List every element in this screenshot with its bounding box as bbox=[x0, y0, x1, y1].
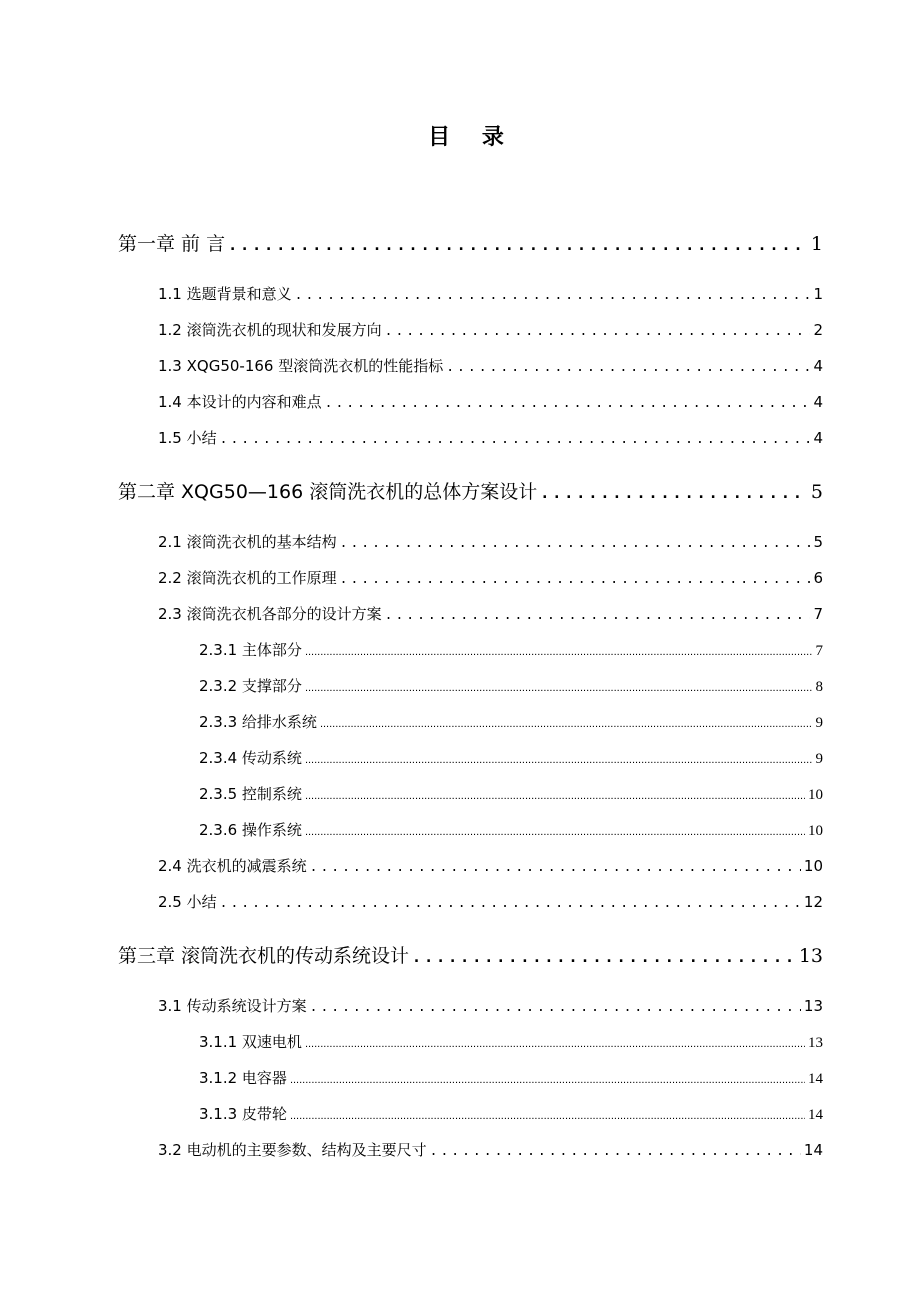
toc-page-number: 5 bbox=[810, 481, 823, 503]
toc-page-number: 5 bbox=[813, 533, 823, 551]
toc-entry-label: 3.2 电动机的主要参数、结构及主要尺寸 bbox=[158, 1141, 427, 1159]
toc-section-entry[interactable] bbox=[158, 427, 823, 448]
toc-section-entry[interactable] bbox=[158, 567, 823, 588]
toc-section-entry[interactable] bbox=[158, 891, 823, 912]
toc-entry-label: 2.3.5 控制系统 bbox=[199, 785, 302, 803]
toc-page-number: 13 bbox=[808, 1035, 823, 1051]
toc-page-number: 4 bbox=[813, 393, 823, 411]
toc-entry-label: 第三章 滚筒洗衣机的传动系统设计 bbox=[118, 945, 410, 967]
toc-subsection-entry[interactable] bbox=[199, 783, 823, 804]
dot-leader bbox=[320, 718, 813, 730]
toc-page-number: 13 bbox=[803, 997, 823, 1015]
dot-leader bbox=[305, 790, 805, 802]
toc-section-entry[interactable] bbox=[158, 995, 823, 1016]
dot-leader bbox=[305, 682, 813, 694]
toc-page-number: 4 bbox=[813, 429, 823, 447]
dot-leader bbox=[295, 288, 811, 303]
toc-entry-label: 1.2 滚筒洗衣机的现状和发展方向 bbox=[158, 321, 382, 339]
toc-page-number: 14 bbox=[803, 1141, 823, 1159]
toc-entry-label: 1.4 本设计的内容和难点 bbox=[158, 393, 322, 411]
toc-page-number: 12 bbox=[803, 893, 823, 911]
toc-section-entry[interactable] bbox=[158, 855, 823, 876]
dot-leader bbox=[305, 646, 813, 658]
toc-entry-label: 3.1.2 电容器 bbox=[199, 1069, 287, 1087]
dot-leader bbox=[412, 948, 796, 966]
toc-subsection-entry[interactable] bbox=[199, 1103, 823, 1124]
toc-entry-label: 第二章 XQG50—166 滚筒洗衣机的总体方案设计 bbox=[118, 481, 538, 503]
toc-page-number: 4 bbox=[813, 357, 823, 375]
dot-leader bbox=[305, 1038, 805, 1050]
toc-page-number: 10 bbox=[808, 823, 823, 839]
toc-entry-label: 1.1 选题背景和意义 bbox=[158, 285, 292, 303]
toc-entry-label: 2.3.6 操作系统 bbox=[199, 821, 302, 839]
toc-entry-label: 3.1.3 皮带轮 bbox=[199, 1105, 287, 1123]
toc-entry-label: 2.2 滚筒洗衣机的工作原理 bbox=[158, 569, 337, 587]
toc-entry-label: 2.3.4 传动系统 bbox=[199, 749, 302, 767]
dot-leader bbox=[310, 860, 801, 875]
toc-page-number: 7 bbox=[813, 605, 823, 623]
dot-leader bbox=[290, 1074, 805, 1086]
toc-section-entry[interactable] bbox=[158, 283, 823, 304]
dot-leader bbox=[310, 1000, 801, 1015]
dot-leader bbox=[446, 360, 810, 375]
toc-entry-label: 3.1.1 双速电机 bbox=[199, 1033, 302, 1051]
toc-subsection-entry[interactable] bbox=[199, 819, 823, 840]
dot-leader bbox=[325, 396, 811, 411]
toc-chapter-entry[interactable] bbox=[118, 229, 823, 256]
toc-subsection-entry[interactable] bbox=[199, 675, 823, 696]
dot-leader bbox=[290, 1110, 805, 1122]
page-title: 目 录 bbox=[428, 125, 516, 150]
toc-section-entry[interactable] bbox=[158, 319, 823, 340]
toc-subsection-entry[interactable] bbox=[199, 711, 823, 732]
toc-page-number: 8 bbox=[815, 679, 823, 695]
toc-entry-label: 3.1 传动系统设计方案 bbox=[158, 997, 307, 1015]
dot-leader bbox=[305, 754, 813, 766]
toc-entry-label: 2.1 滚筒洗衣机的基本结构 bbox=[158, 533, 337, 551]
toc-page-number: 10 bbox=[803, 857, 823, 875]
toc-page-number: 14 bbox=[808, 1071, 823, 1087]
toc-page-number: 7 bbox=[815, 643, 823, 659]
toc-entry-label: 2.5 小结 bbox=[158, 893, 217, 911]
toc-page-number: 13 bbox=[798, 945, 823, 967]
dot-leader bbox=[305, 826, 805, 838]
toc-page-number: 9 bbox=[815, 751, 823, 767]
toc-entry-label: 1.5 小结 bbox=[158, 429, 217, 447]
toc-section-entry[interactable] bbox=[158, 531, 823, 552]
toc-entry-label: 2.3.2 支撑部分 bbox=[199, 677, 302, 695]
toc-page-number: 10 bbox=[808, 787, 823, 803]
toc-entry-label: 2.3.3 给排水系统 bbox=[199, 713, 317, 731]
toc-chapter-entry[interactable] bbox=[118, 477, 823, 504]
toc-section-entry[interactable] bbox=[158, 391, 823, 412]
dot-leader bbox=[385, 324, 811, 339]
toc-section-entry[interactable] bbox=[158, 1139, 823, 1160]
toc-subsection-entry[interactable] bbox=[199, 639, 823, 660]
dot-leader bbox=[540, 484, 808, 502]
toc-page-number: 2 bbox=[813, 321, 823, 339]
toc-chapter-entry[interactable] bbox=[118, 941, 823, 968]
toc-subsection-entry[interactable] bbox=[199, 1031, 823, 1052]
toc-subsection-entry[interactable] bbox=[199, 1067, 823, 1088]
toc-entry-label: 1.3 XQG50-166 型滚筒洗衣机的性能指标 bbox=[158, 357, 444, 375]
toc-page-number: 1 bbox=[813, 285, 823, 303]
toc-page-number: 14 bbox=[808, 1107, 823, 1123]
dot-leader bbox=[220, 896, 801, 911]
dot-leader bbox=[340, 572, 811, 587]
dot-leader bbox=[340, 536, 811, 551]
toc-entry-label: 2.4 洗衣机的减震系统 bbox=[158, 857, 307, 875]
toc-page-number: 6 bbox=[813, 569, 823, 587]
toc-section-entry[interactable] bbox=[158, 355, 823, 376]
toc-entry-label: 2.3.1 主体部分 bbox=[199, 641, 302, 659]
dot-leader bbox=[385, 608, 811, 623]
dot-leader bbox=[220, 432, 811, 447]
dot-leader bbox=[228, 236, 808, 254]
toc-subsection-entry[interactable] bbox=[199, 747, 823, 768]
toc-section-entry[interactable] bbox=[158, 603, 823, 624]
toc-entry-label: 第一章 前 言 bbox=[118, 233, 226, 255]
toc-page-number: 1 bbox=[810, 233, 823, 255]
toc-page-number: 9 bbox=[815, 715, 823, 731]
toc-entry-label: 2.3 滚筒洗衣机各部分的设计方案 bbox=[158, 605, 382, 623]
dot-leader bbox=[430, 1144, 801, 1159]
